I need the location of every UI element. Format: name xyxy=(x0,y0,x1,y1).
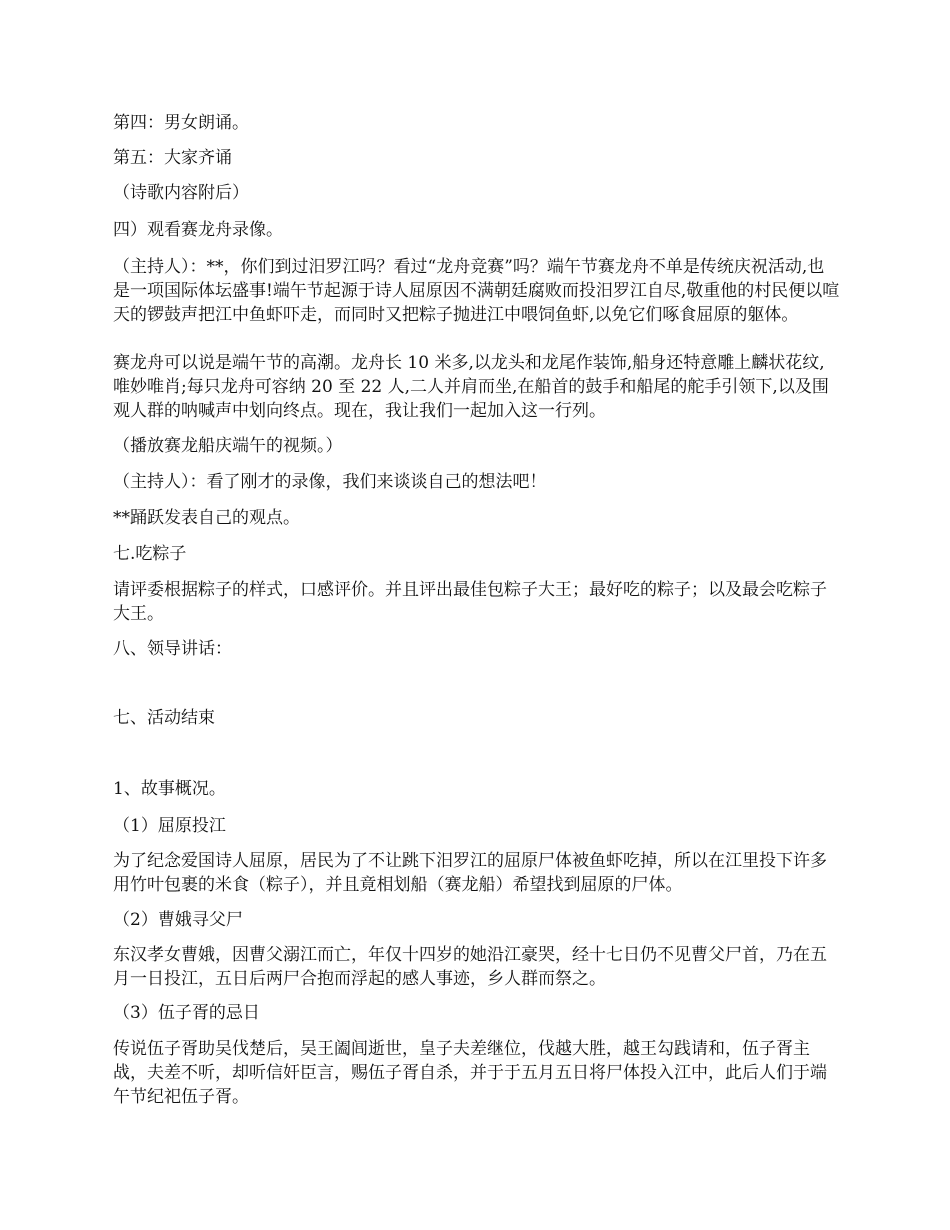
paragraph-recital-pairs: 第四：男女朗诵。 xyxy=(113,113,249,133)
paragraph-qu-yuan-story: 为了纪念爱国诗人屈原，居民为了不让跳下汨罗江的屈原尸体被鱼虾吃掉，所以在江里投下许多用竹叶包裹的米食（粽子），并且竟相划船（赛龙船）希望找到屈原的尸体。 xyxy=(113,851,827,895)
paragraph-host-discussion: （主持人）：看了刚才的录像，我们来谈谈自己的想法吧！ xyxy=(113,472,547,492)
paragraph-host-intro: （主持人）：**，你们到过汨罗江吗？看过“龙舟竞赛”吗？端午节赛龙舟不单是传统庆祝活动,也是一项国际体坛盛事!端午节起源于诗人屈原因不满朝廷腐败而投汨罗江自尽,敬重他的村民便以喧天的锣鼓声把江中鱼虾吓走，而同时又把粽子抛进江中喂饲鱼虾,以免它们啄食屈原的躯体。 xyxy=(113,257,840,325)
paragraph-poem-note: （诗歌内容附后） xyxy=(113,183,249,203)
paragraph-share-views: **踊跃发表自己的观点。 xyxy=(113,508,300,528)
paragraph-leader-speech: 八、领导讲话： xyxy=(113,639,232,659)
paragraph-story-overview: 1、故事概况。 xyxy=(113,779,226,799)
paragraph-section-zongzi: 七.吃粽子 xyxy=(113,544,187,564)
paragraph-wu-zixu-story: 传说伍子胥助吴伐楚后，吴王阖闾逝世，皇子夫差继位，伐越大胜，越王勾践请和，伍子胥主战，夫差不听，却听信奸臣言，赐伍子胥自杀，并于于五月五日将尸体投入江中，此后人们于端午节纪祀伍子胥。 xyxy=(113,1039,827,1107)
paragraph-section-four: 四）观看赛龙舟录像。 xyxy=(113,220,283,240)
paragraph-wu-zixu-heading: （3）伍子胥的忌日 xyxy=(113,1003,260,1023)
paragraph-cao-e-heading: （2）曹娥寻父尸 xyxy=(113,910,243,930)
paragraph-cao-e-story: 东汉孝女曹娥，因曹父溺江而亡，年仅十四岁的她沿江豪哭，经十七日仍不见曹父尸首，乃在五月一日投江，五日后两尸合抱而浮起的感人事迹，乡人群而祭之。 xyxy=(113,945,827,989)
paragraph-activity-end: 七、活动结束 xyxy=(113,708,215,728)
paragraph-qu-yuan-heading: （1）屈原投江 xyxy=(113,816,226,836)
paragraph-video-note: （播放赛龙船庆端午的视频。） xyxy=(113,436,343,456)
paragraph-dragon-boat: 赛龙舟可以说是端午节的高潮。龙舟长 10 米多,以龙头和龙尾作装饰,船身还特意雕上麟状花纹,唯妙唯肖;每只龙舟可容纳 20 至 22 人,二人并肩而坐,在船首的鼓手和船尾的舵手引领下,以及围观人群的呐喊声中划向终点。现在，我让我们一起加入这一行列。 xyxy=(113,353,829,421)
paragraph-group-recital: 第五：大家齐诵 xyxy=(113,148,232,168)
paragraph-zongzi-judging: 请评委根据粽子的样式，口感评价。并且评出最佳包粽子大王；最好吃的粽子；以及最会吃粽子大王。 xyxy=(113,580,827,624)
